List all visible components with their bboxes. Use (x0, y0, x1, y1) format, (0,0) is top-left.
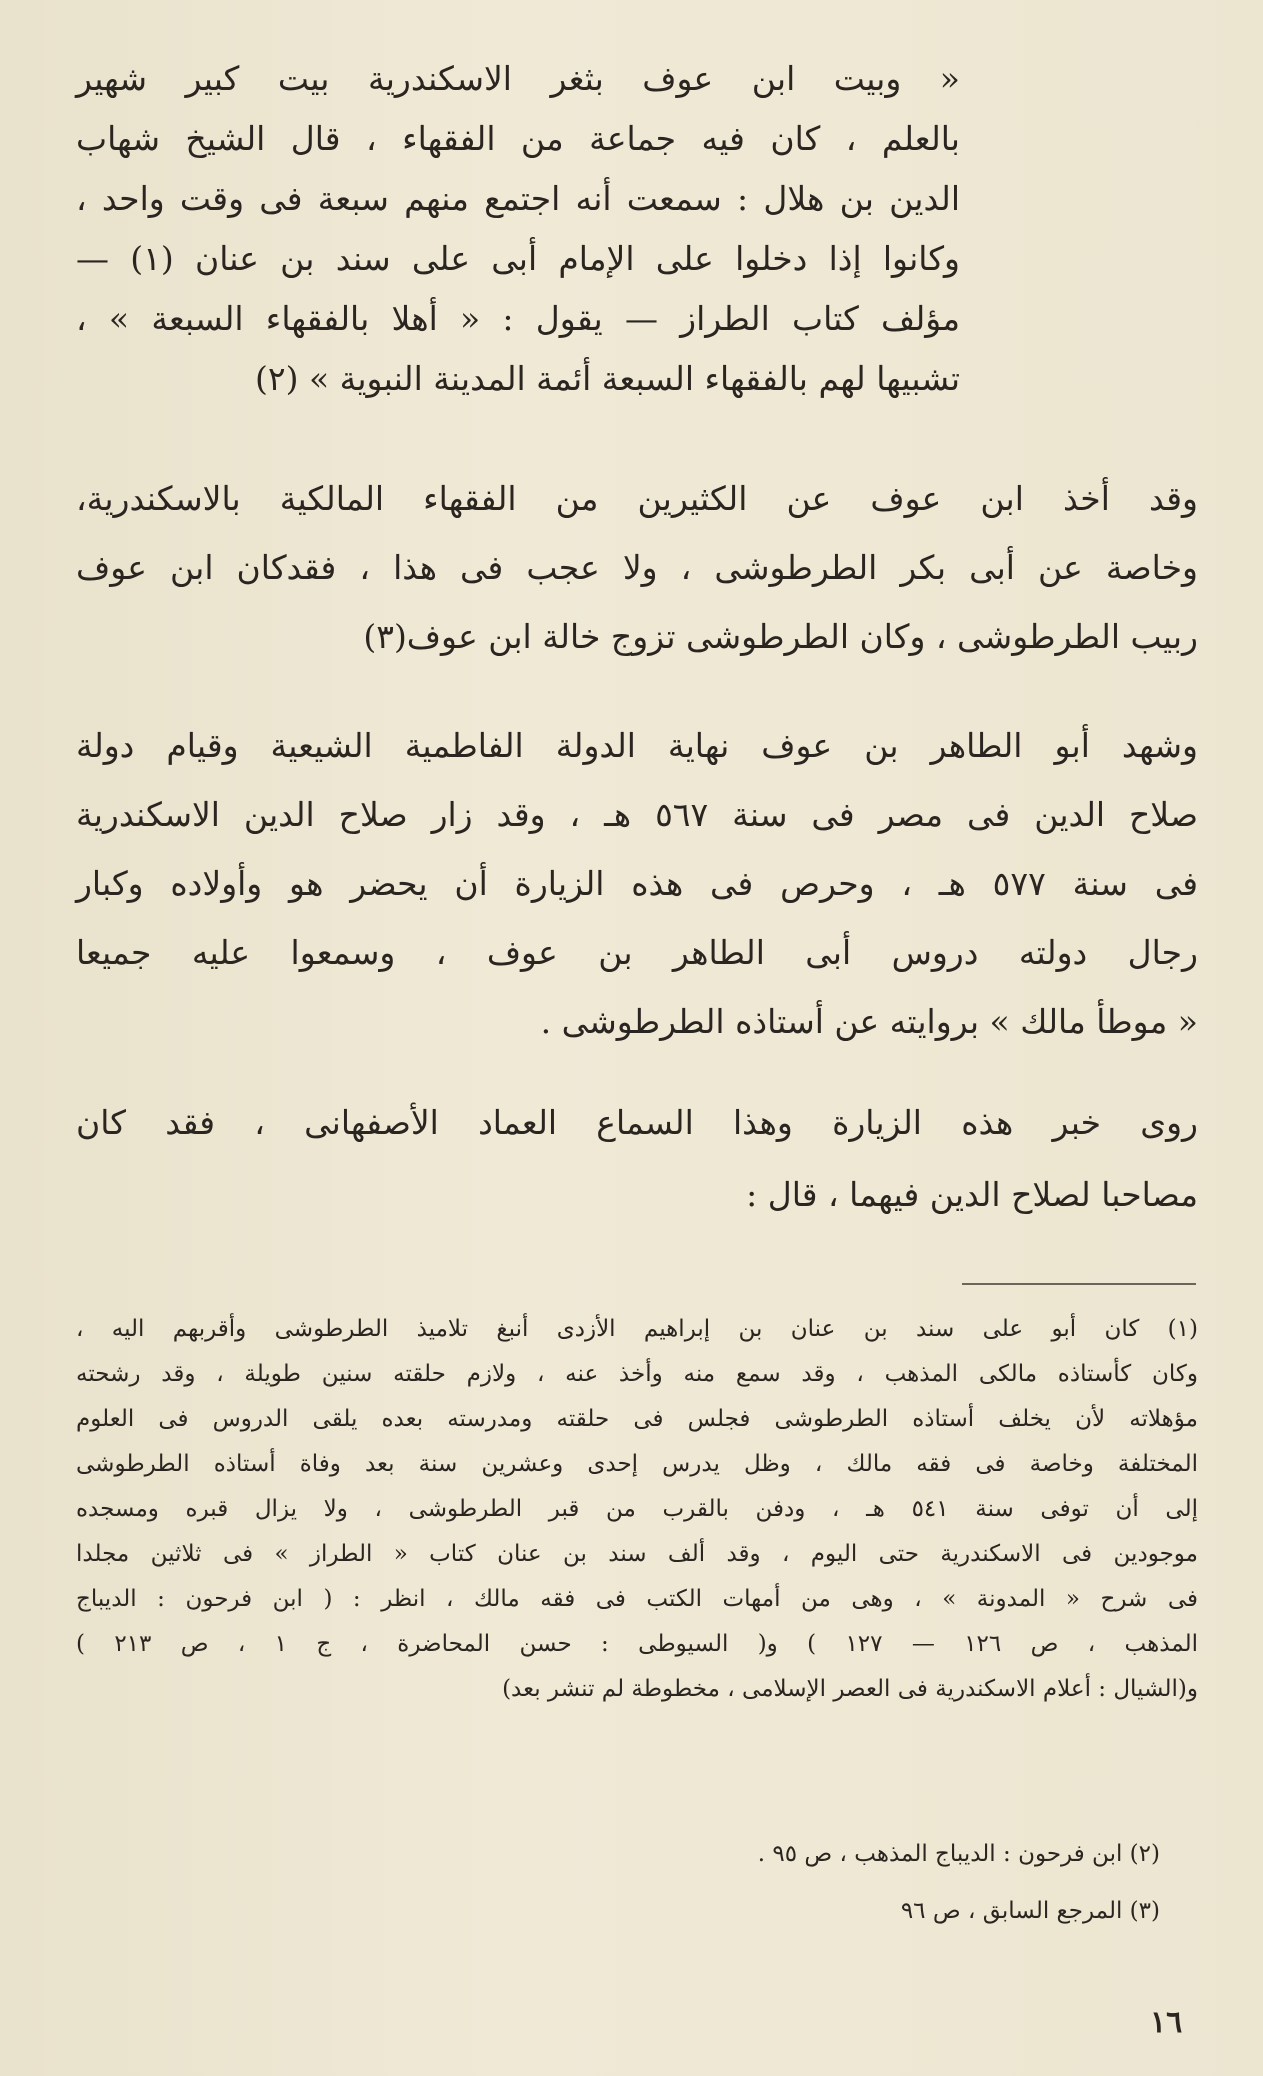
footnote-line: (١) كان أبو على سند بن عنان بن إبراهيم الأزدى أنبغ تلاميذ الطرطوشى وأقربهم اليه ، (76, 1316, 1198, 1342)
text-line: مؤلف كتاب الطراز — يقول : « أهلا بالفقهاء السبعة » ، (76, 299, 960, 338)
text-line: فى سنة ٥٧٧ هـ ، وحرص فى هذه الزيارة أن يحضر هو وأولاده وكبار (76, 864, 1199, 903)
text-line: وشهد أبو الطاهر بن عوف نهاية الدولة الفاطمية الشيعية وقيام دولة (76, 726, 1198, 765)
footnote-line: (٢) ابن فرحون : الديباج المذهب ، ص ٩٥ . (757, 1841, 1160, 1867)
text-line: الدين بن هلال : سمعت أنه اجتمع منهم سبعة فى وقت واحد ، (76, 179, 960, 218)
text-line: « وبيت ابن عوف بثغر الاسكندرية بيت كبير شهير (76, 59, 960, 98)
text-line: وخاصة عن أبى بكر الطرطوشى ، ولا عجب فى هذا ، فقدكان ابن عوف (76, 548, 1198, 587)
text-line: صلاح الدين فى مصر فى سنة ٥٦٧ هـ ، وقد زار صلاح الدين الاسكندرية (76, 795, 1198, 834)
footnote-line: (٣) المرجع السابق ، ص ٩٦ (900, 1898, 1160, 1924)
footnote-line: مؤهلاته لأن يخلف أستاذه الطرطوشى فجلس فى حلقته ومدرسته بعده يلقى الدروس فى العلوم (76, 1406, 1198, 1432)
text-line: تشبيها لهم بالفقهاء السبعة أئمة المدينة النبوية » (٢) (255, 359, 960, 398)
footnote-line: و(الشيال : أعلام الاسكندرية فى العصر الإسلامى ، مخطوطة لم تنشر بعد) (502, 1676, 1198, 1702)
text-line: « موطأ مالك » بروايته عن أستاذه الطرطوشى . (540, 1002, 1198, 1041)
text-line: روى خبر هذه الزيارة وهذا السماع العماد الأصفهانى ، فقد كان (76, 1103, 1198, 1142)
text-line: رجال دولته دروس أبى الطاهر بن عوف ، وسمعوا عليه جميعا (76, 933, 1198, 972)
footnote-line: موجودين فى الاسكندرية حتى اليوم ، وقد ألف سند بن عنان كتاب « الطراز » فى ثلاثين مجلدا (76, 1541, 1198, 1567)
text-line: بالعلم ، كان فيه جماعة من الفقهاء ، قال الشيخ شهاب (76, 119, 960, 158)
footnote-line: المختلفة وخاصة فى فقه مالك ، وظل يدرس إحدى وعشرين سنة بعد وفاة أستاذه الطرطوشى (76, 1451, 1198, 1477)
text-line: ربيب الطرطوشى ، وكان الطرطوشى تزوج خالة ابن عوف(٣) (363, 617, 1198, 656)
page-number: ١٦ (1150, 2005, 1183, 2040)
footnote-line: وكان كأستاذه مالكى المذهب ، وقد سمع منه وأخذ عنه ، ولازم حلقته سنين طويلة ، وقد رشحته (76, 1361, 1198, 1387)
footnote-line: إلى أن توفى سنة ٥٤١ هـ ، ودفن بالقرب من قبر الطرطوشى ، ولا يزال قبره ومسجده (76, 1496, 1198, 1522)
footnote-line: المذهب ، ص ١٢٦ — ١٢٧ ) و( السيوطى : حسن المحاضرة ، ج ١ ، ص ٢١٣ ) (76, 1631, 1199, 1657)
text-line: وكانوا إذا دخلوا على الإمام أبى على سند بن عنان (١) — (76, 239, 960, 278)
text-line: مصاحبا لصلاح الدين فيهما ، قال : (746, 1175, 1198, 1214)
footnote-line: فى شرح « المدونة » ، وهى من أمهات الكتب فى فقه مالك ، انظر : ( ابن فرحون : الديباج (76, 1586, 1198, 1612)
footnote-divider (962, 1283, 1196, 1285)
text-line: وقد أخذ ابن عوف عن الكثيرين من الفقهاء المالكية بالاسكندرية، (76, 479, 1198, 518)
